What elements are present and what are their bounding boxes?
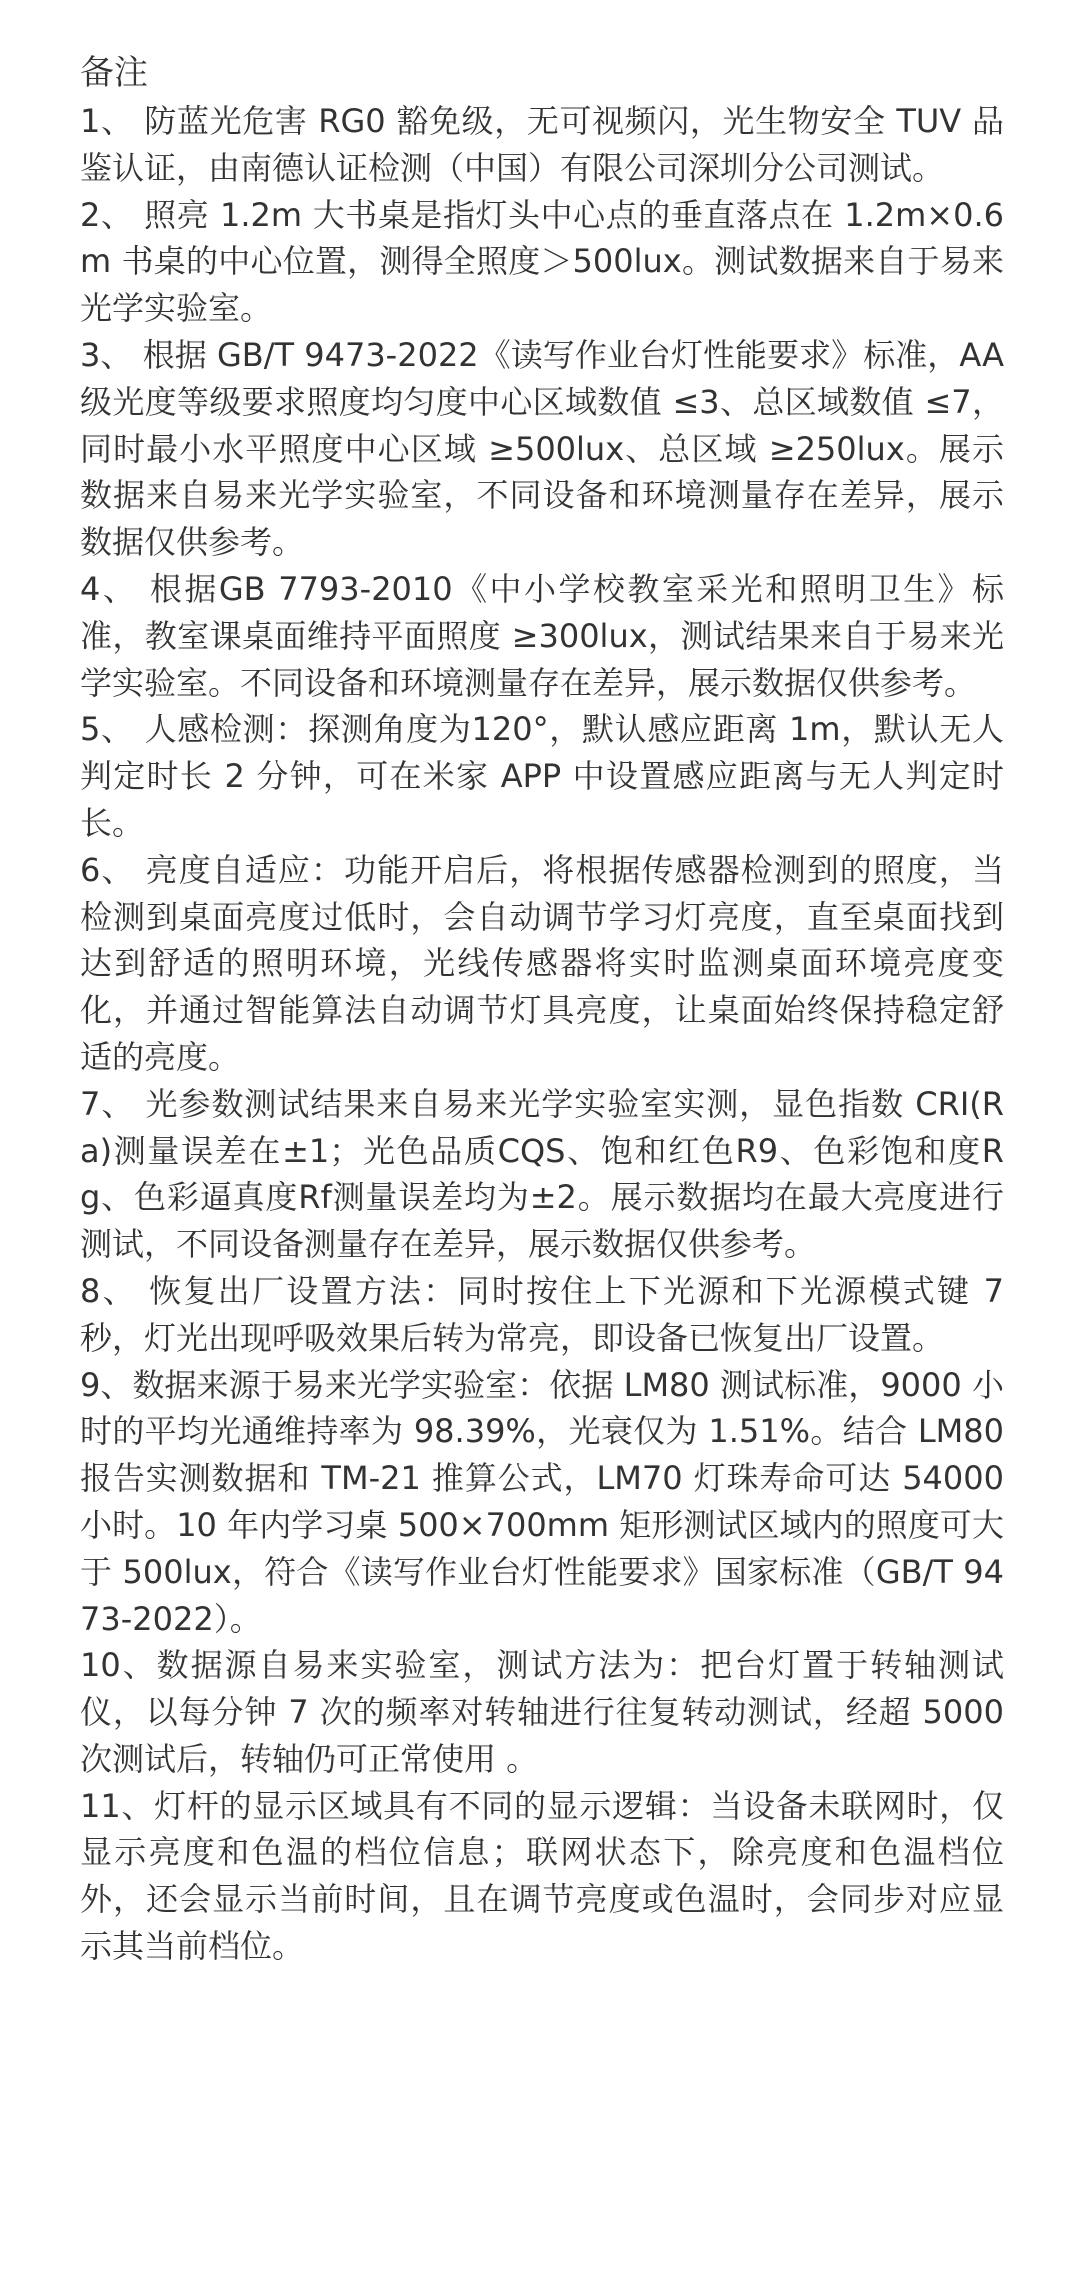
note-item-5: 5、 人感检测：探测角度为120°，默认感应距离 1m，默认无人判定时长 2 分钟，可在米家 APP 中设置感应距离与无人判定时长。 xyxy=(80,710,1004,842)
note-item-1: 1、 防蓝光危害 RG0 豁免级，无可视频闪，光生物安全 TUV 品鉴认证，由南德认证检测（中国）有限公司深圳分公司测试。 xyxy=(80,102,1004,187)
note-item-9: 9、数据来源于易来光学实验室：依据 LM80 测试标准，9000 小时的平均光通维持率为 98.39%，光衰仅为 1.51%。结合 LM80 报告实测数据和 TM-21 推算公式，LM70 灯珠寿命可达 54000 小时。10 年内学习桌 500×700mm 矩形测试区域内的照度可大于 500lux，符合《读写作业台灯性能要求》国家标准（GB/T 9473-2022）。 xyxy=(80,1365,1004,1638)
note-item-10: 10、数据源自易来实验室，测试方法为：把台灯置于转轴测试仪，以每分钟 7 次的频率对转轴进行往复转动测试，经超 5000 次测试后，转轴仍可正常使用 。 xyxy=(80,1646,1004,1778)
note-item-11: 11、灯杆的显示区域具有不同的显示逻辑：当设备未联网时，仅显示亮度和色温的档位信息；联网状态下，除亮度和色温档位外，还会显示当前时间，且在调节亮度或色温时，会同步对应显示其当前档位。 xyxy=(80,1786,1004,1966)
note-item-3: 3、 根据 GB/T 9473-2022《读写作业台灯性能要求》标准，AA 级光度等级要求照度均匀度中心区域数值 ≤3、总区域数值 ≤7，同时最小水平照度中心区域 ≥500lux、总区域 ≥250lux。展示数据来自易来光学实验室，不同设备和环境测量存在差异，展示数据仅供参考。 xyxy=(80,335,1004,562)
note-item-4: 4、 根据GB 7793-2010《中小学校教室采光和照明卫生》标准，教室课桌面维持平面照度 ≥300lux，测试结果来自于易来光学实验室。不同设备和环境测量存在差异，展示数据仅供参考。 xyxy=(80,569,1004,702)
note-item-7: 7、 光参数测试结果来自易来光学实验室实测，显色指数 CRI(Ra)测量误差在±1；光色品质CQS、饱和红色R9、色彩饱和度Rg、色彩逼真度Rf测量误差均为±2。展示数据均在最大亮度进行测试，不同设备测量存在差异，展示数据仅供参考。 xyxy=(80,1084,1004,1264)
note-item-8: 8、 恢复出厂设置方法：同时按住上下光源和下光源模式键 7 秒，灯光出现呼吸效果后转为常亮，即设备已恢复出厂设置。 xyxy=(80,1271,1004,1357)
notes-list xyxy=(80,98,1004,1970)
note-item-2: 2、 照亮 1.2m 大书桌是指灯头中心点的垂直落点在 1.2m×0.6m 书桌的中心位置，测得全照度＞500lux。测试数据来自于易来光学实验室。 xyxy=(80,195,1004,328)
note-item-6: 6、 亮度自适应：功能开启后，将根据传感器检测到的照度，当检测到桌面亮度过低时，会自动调节学习灯亮度，直至桌面找到达到舒适的照明环境，光线传感器将实时监测桌面环境亮度变化，并通过智能算法自动调节灯具亮度，让桌面始终保持稳定舒适的亮度。 xyxy=(80,850,1004,1076)
notes-title: 备注 xyxy=(80,53,148,93)
